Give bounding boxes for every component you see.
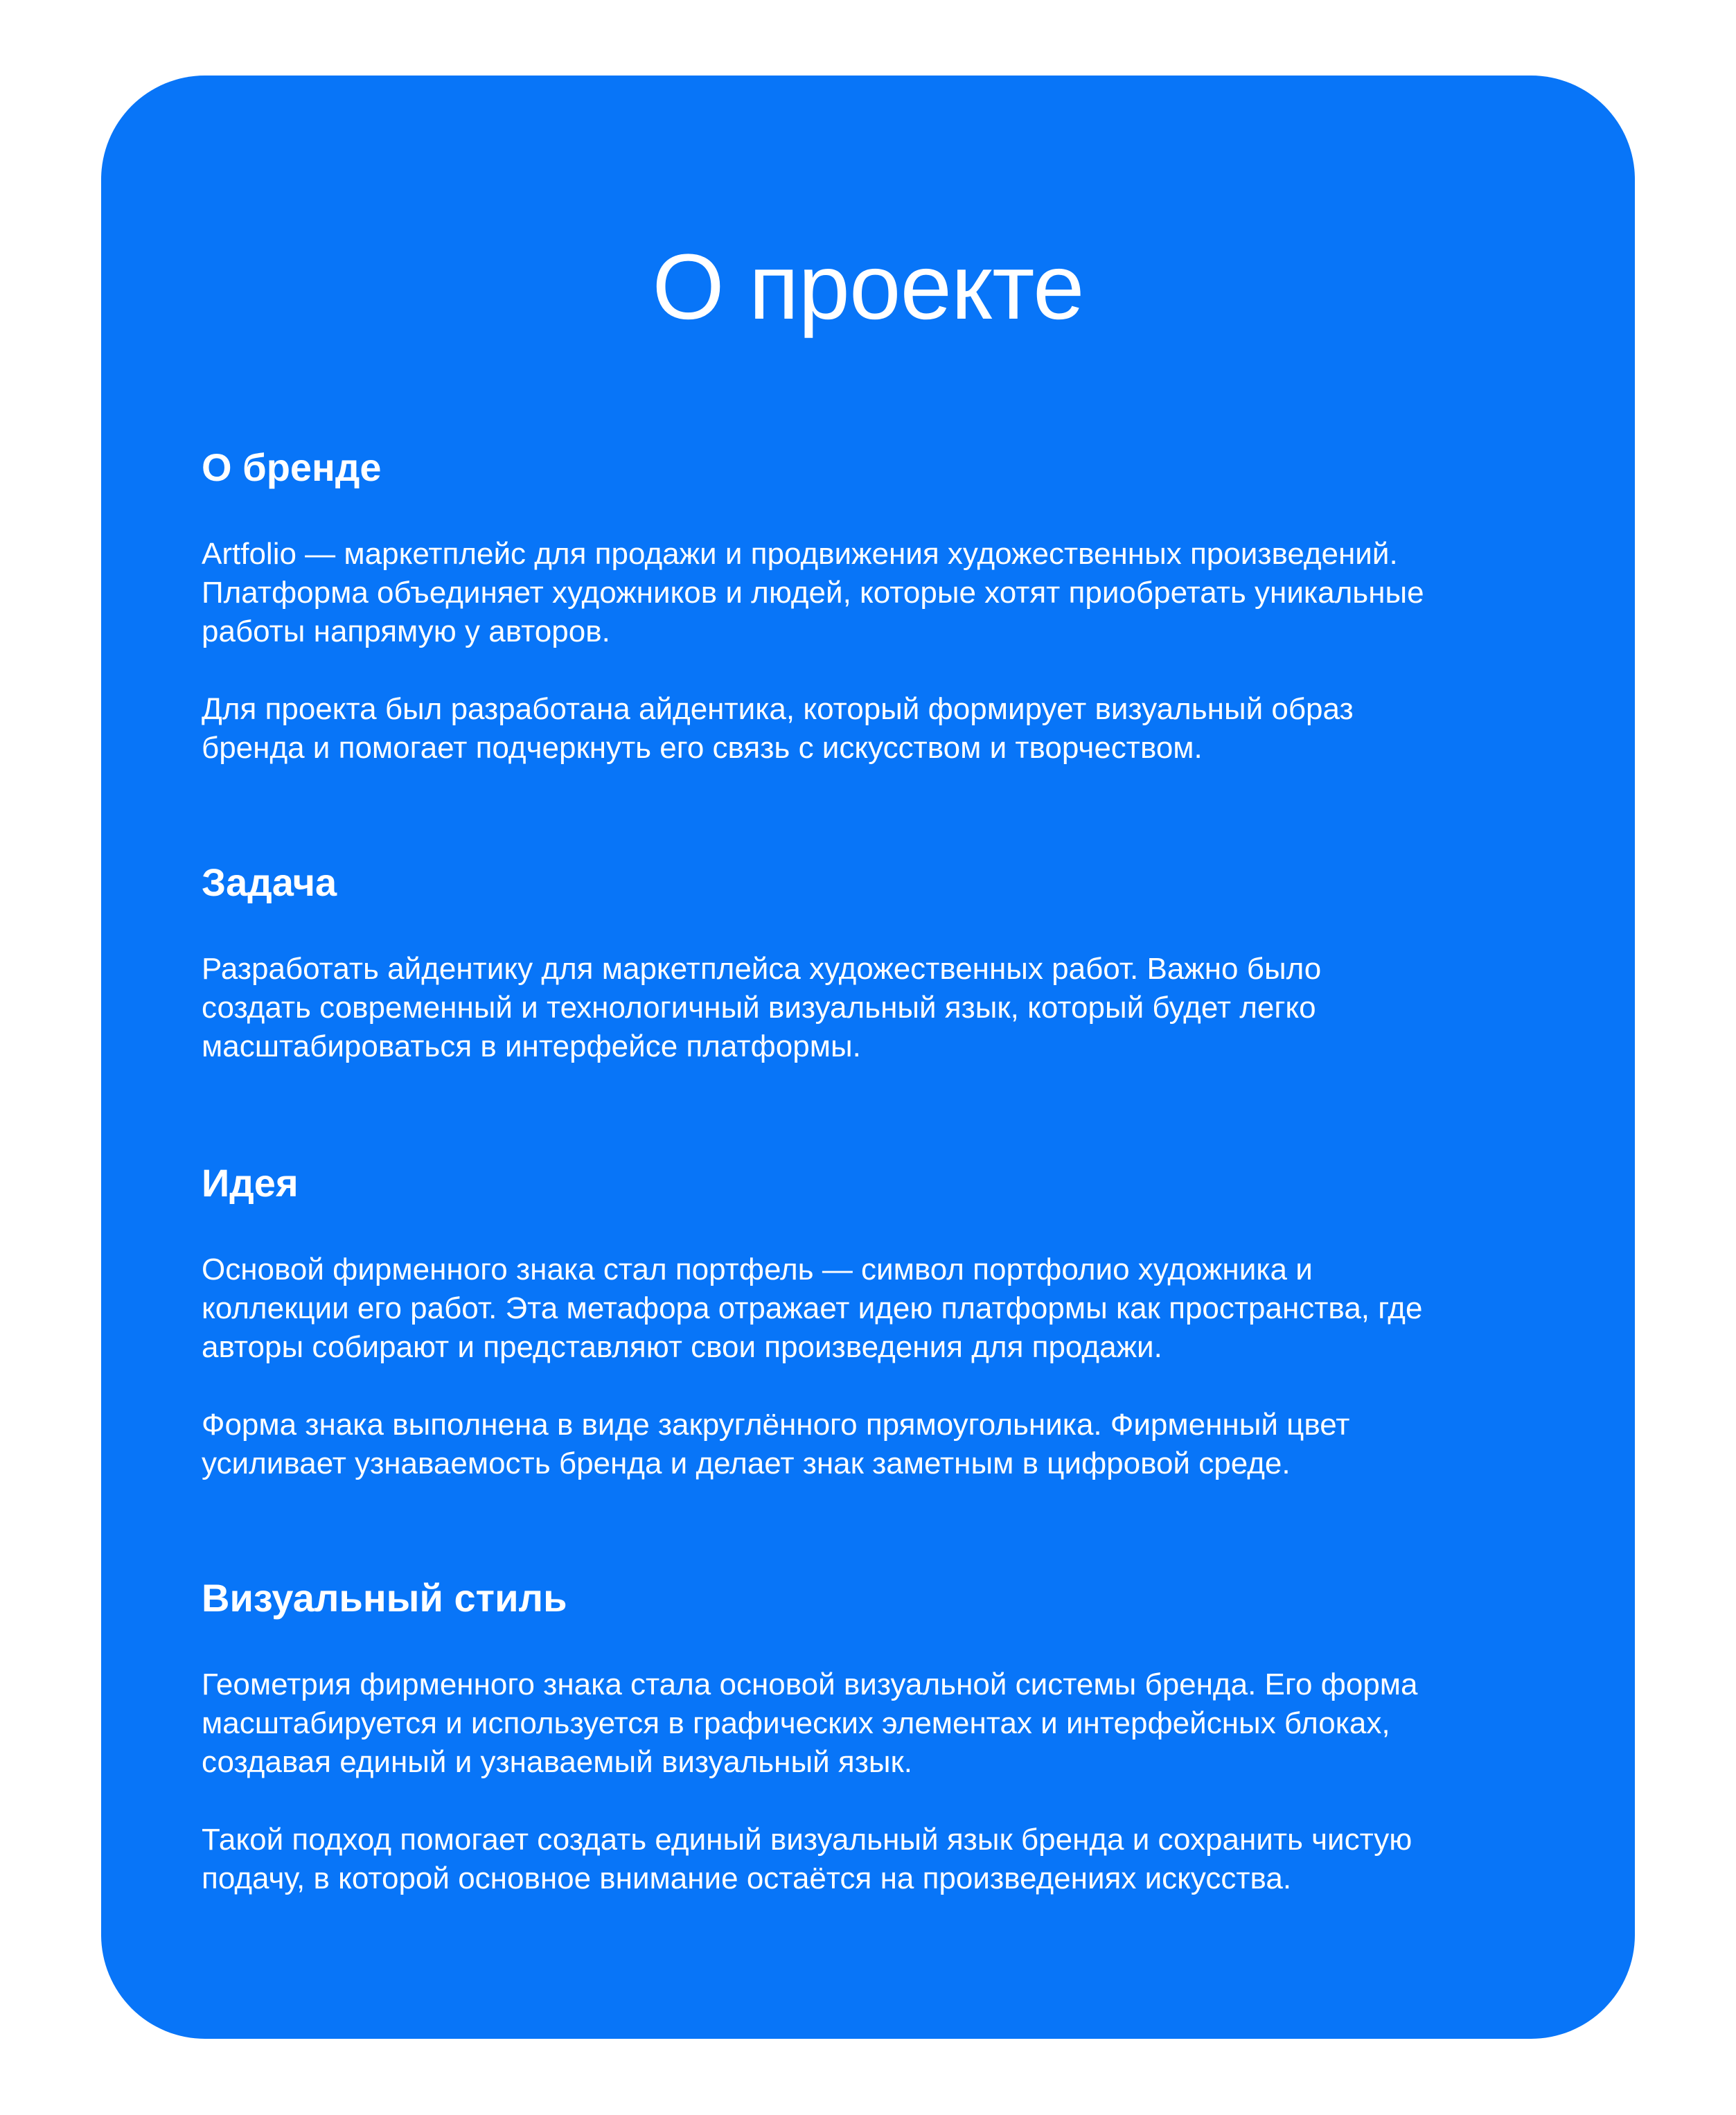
section-task: [202, 859, 1559, 1066]
section-heading-task: Задача: [202, 860, 337, 904]
section-heading-idea: Идея: [202, 1161, 299, 1205]
about-card: [101, 76, 1635, 2039]
brand-paragraph-1: Artfolio — маркетплейс для продажи и продвижения художественных произведений. Платформа объединяет художников и людей, которые хотят приобретать уникальные работы напрямую у авторов.: [202, 537, 1424, 649]
page-title: О проекте: [652, 236, 1084, 339]
idea-paragraph-1: Основой фирменного знака стал портфель — символ портфолио художника и коллекции его работ. Эта метафора отражает идею платформы как пространства, где авторы собирают и представляют свои произведения для продажи.: [202, 1253, 1423, 1365]
section-heading-visual-style: Визуальный стиль: [202, 1576, 567, 1620]
style-paragraph-1: Геометрия фирменного знака стала основой визуальной системы бренда. Его форма масштабируется и используется в графических элементах и интерфейсных блоках, создавая единый и узнаваемый визуальный язык.: [202, 1667, 1418, 1780]
section-idea: [202, 1160, 1559, 1483]
style-paragraph-2: Такой подход помогает создать единый визуальный язык бренда и сохранить чистую подачу, в которой основное внимание остаётся на произведениях искусства.: [202, 1823, 1412, 1896]
section-visual-style: [202, 1575, 1559, 1898]
idea-paragraph-2: Форма знака выполнена в виде закруглённого прямоугольника. Фирменный цвет усиливает узнаваемость бренда и делает знак заметным в цифровой среде.: [202, 1408, 1350, 1481]
section-heading-brand: О бренде: [202, 445, 382, 489]
section-brand: [202, 444, 1559, 768]
task-paragraph-1: Разработать айдентику для маркетплейса художественных работ. Важно было создать современный и технологичный визуальный язык, который будет легко масштабироваться в интерфейсе платформы.: [202, 952, 1322, 1064]
brand-paragraph-2: Для проекта был разработана айдентика, который формирует визуальный образ бренда и помогает подчеркнуть его связь с искусством и творчеством.: [202, 692, 1354, 766]
